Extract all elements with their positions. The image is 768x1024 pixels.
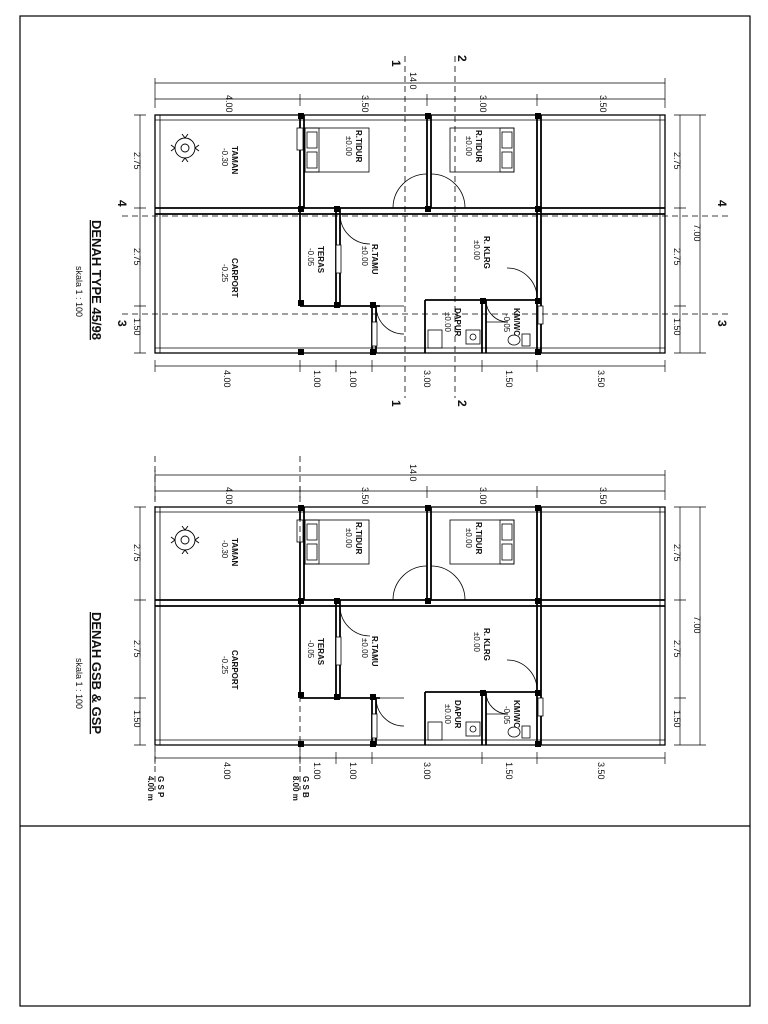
section-mark-4-left: 4 [115, 200, 129, 207]
plan-top [74, 55, 729, 407]
dim-bottom-5: 1.50 [504, 762, 514, 780]
dim-left-1: 2.75 [132, 152, 142, 170]
level-bedroom-1: ±0.00 [344, 528, 353, 548]
room-bedroom-1: R.TIDUR [354, 522, 363, 555]
room-bedroom-2: R.TIDUR [474, 522, 483, 555]
plan-title: DENAH TYPE 45/98 [89, 220, 104, 340]
level-kmwc: -0.05 [502, 314, 511, 333]
section-mark-2-bottom: 2 [455, 400, 469, 407]
dim-top-3: 3.00 [478, 95, 488, 113]
total-width-label: 7.00 [692, 616, 702, 634]
room-kmwc: KM/WC [512, 308, 521, 336]
gsb-label: G S B [301, 776, 310, 798]
dim-bottom-3: 1.00 [348, 762, 358, 780]
dim-bottom-4: 3.00 [422, 370, 432, 388]
level-bedroom-1: ±0.00 [344, 136, 353, 156]
dim-right-2: 2.75 [672, 640, 682, 658]
room-teras: TERAS [316, 638, 325, 666]
level-teras: -0.05 [306, 248, 315, 267]
level-taman: -0.30 [220, 540, 229, 559]
room-carport: CARPORT [230, 650, 239, 690]
level-dapur: ±0.00 [443, 312, 452, 332]
room-tamu: R.TAMU [370, 636, 379, 667]
room-dapur: DAPUR [453, 700, 462, 729]
dim-top-2: 3.50 [360, 487, 370, 505]
section-mark-4-right: 4 [715, 200, 729, 207]
level-tamu: ±0.00 [360, 638, 369, 658]
plan-bottom [74, 456, 706, 801]
total-length-label: 14.0 [408, 464, 418, 482]
plan-title: DENAH GSB & GSP [89, 612, 104, 735]
dim-bottom-1: 4.00 [222, 762, 232, 780]
room-carport: CARPORT [230, 258, 239, 298]
room-keluarga: R. KLRG [482, 628, 491, 661]
dim-bottom-3: 1.00 [348, 370, 358, 388]
section-mark-1-top: 1 [389, 60, 403, 67]
dim-left-3: 1.50 [132, 710, 142, 728]
room-bedroom-1: R.TIDUR [354, 130, 363, 163]
level-carport: -0.25 [220, 264, 229, 283]
dim-left-3: 1.50 [132, 318, 142, 336]
dim-right-1: 2.75 [672, 152, 682, 170]
dim-right-3: 1.50 [672, 710, 682, 728]
dim-top-2: 3.50 [360, 95, 370, 113]
room-taman: TAMAN [230, 538, 239, 567]
level-bedroom-2: ±0.00 [464, 136, 473, 156]
sheet-frame [20, 16, 750, 1006]
dim-bottom-5: 1.50 [504, 370, 514, 388]
level-kmwc: -0.05 [502, 706, 511, 725]
level-taman: -0.30 [220, 148, 229, 167]
section-mark-3-right: 3 [715, 320, 729, 327]
level-bedroom-2: ±0.00 [464, 528, 473, 548]
room-teras: TERAS [316, 246, 325, 274]
room-bedroom-2: R.TIDUR [474, 130, 483, 163]
dim-right-2: 2.75 [672, 248, 682, 266]
dim-bottom-4: 3.00 [422, 762, 432, 780]
total-width-label: 7.00 [692, 224, 702, 242]
dim-bottom-6: 3.50 [596, 370, 606, 388]
total-length-label: 14.0 [408, 72, 418, 90]
level-dapur: ±0.00 [443, 704, 452, 724]
dim-right-3: 1.50 [672, 318, 682, 336]
tree-symbol-icon [171, 134, 199, 162]
dim-top-4: 3.50 [598, 487, 608, 505]
gsb-value: 8.00 m [291, 776, 300, 801]
room-tamu: R.TAMU [370, 244, 379, 275]
plan-scale: skala 1 : 100 [74, 266, 84, 318]
dim-right-1: 2.75 [672, 544, 682, 562]
dim-top-1: 4.00 [224, 95, 234, 113]
tree-symbol-icon [171, 526, 199, 554]
dim-top-4: 3.50 [598, 95, 608, 113]
dim-left-1: 2.75 [132, 544, 142, 562]
level-carport: -0.25 [220, 656, 229, 675]
dim-top-3: 3.00 [478, 487, 488, 505]
dim-left-2: 2.75 [132, 640, 142, 658]
dim-bottom-2: 1.00 [312, 370, 322, 388]
level-keluarga: ±0.00 [472, 240, 481, 260]
level-keluarga: ±0.00 [472, 632, 481, 652]
plan-scale: skala 1 : 100 [74, 658, 84, 710]
room-dapur: DAPUR [453, 308, 462, 337]
room-keluarga: R. KLRG [482, 236, 491, 269]
dim-bottom-6: 3.50 [596, 762, 606, 780]
dim-bottom-1: 4.00 [222, 370, 232, 388]
gsp-value: 4.00 m [146, 776, 155, 801]
dim-top-1: 4.00 [224, 487, 234, 505]
room-taman: TAMAN [230, 146, 239, 175]
room-kmwc: KM/WC [512, 700, 521, 728]
section-mark-2-top: 2 [455, 55, 469, 62]
gsp-label: G S P [156, 776, 165, 798]
level-tamu: ±0.00 [360, 246, 369, 266]
level-teras: -0.05 [306, 640, 315, 659]
dim-bottom-2: 1.00 [312, 762, 322, 780]
section-mark-1-bottom: 1 [389, 400, 403, 407]
dim-left-2: 2.75 [132, 248, 142, 266]
section-mark-3-left: 3 [115, 320, 129, 327]
